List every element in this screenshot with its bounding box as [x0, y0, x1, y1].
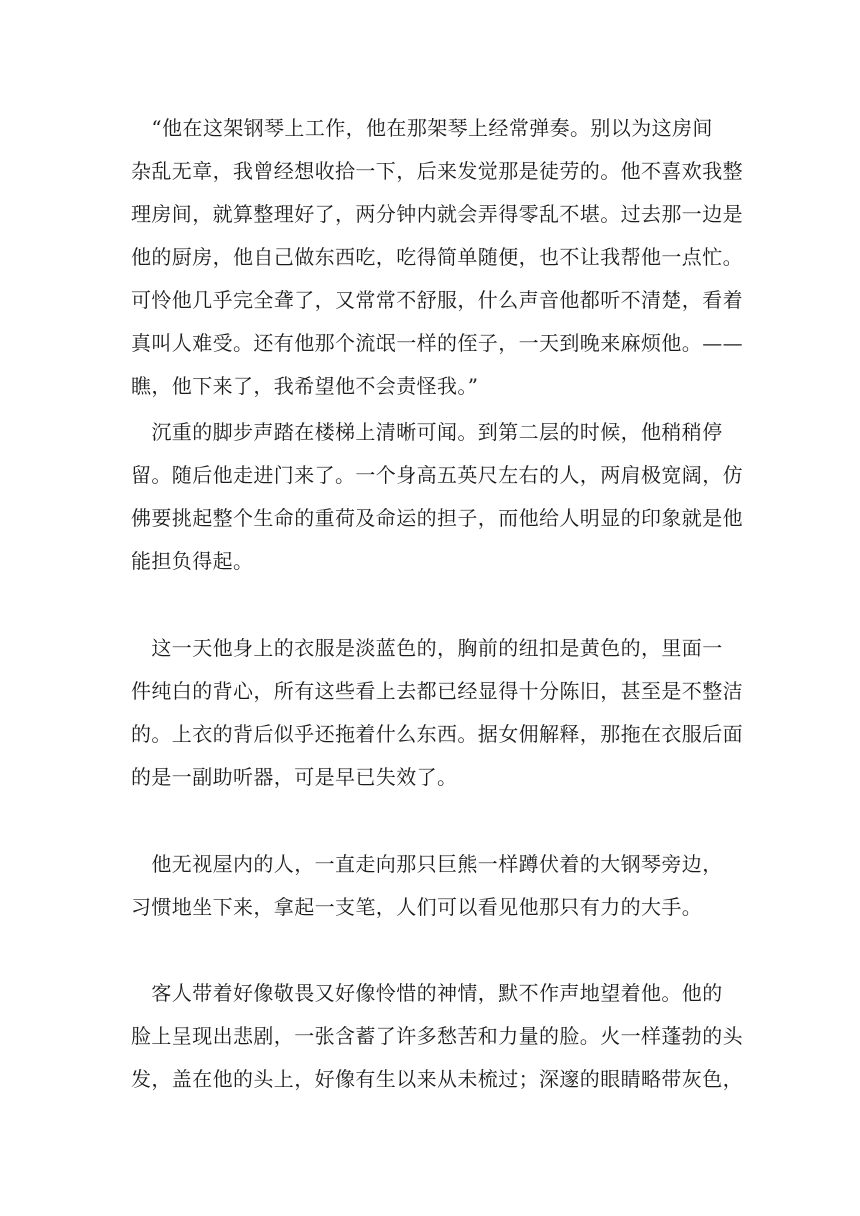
- paragraph-line: 真叫人难受。还有他那个流氓一样的侄子，一天到晚来麻烦他。——: [131, 331, 743, 355]
- paragraph-line: 瞧，他下来了，我希望他不会责怪我。”: [131, 374, 479, 398]
- paragraph-line: 件纯白的背心，所有这些看上去都已经显得十分陈旧，甚至是不整洁: [131, 679, 743, 703]
- paragraph-line: 脸上呈现出悲剧，一张含蓄了许多愁苦和力量的脸。火一样蓬勃的头: [131, 1024, 743, 1048]
- paragraph-line: 杂乱无章，我曾经想收拾一下，后来发觉那是徒劳的。他不喜欢我整: [131, 159, 743, 183]
- paragraph-line: 他的厨房，他自己做东西吃，吃得简单随便，也不让我帮他一点忙。: [131, 245, 743, 269]
- paragraph-line: 佛要挑起整个生命的重荷及命运的担子，而他给人明显的印象就是他: [131, 506, 743, 530]
- paragraph-line: 留。随后他走进门来了。一个身高五英尺左右的人，两肩极宽阔，仿: [131, 463, 743, 487]
- paragraph-line: 沉重的脚步声踏在楼梯上清晰可闻。到第二层的时候，他稍稍停: [131, 420, 723, 444]
- paragraph-line: 理房间，就算整理好了，两分钟内就会弄得零乱不堪。过去那一边是: [131, 202, 743, 226]
- paragraph-line: 客人带着好像敬畏又好像怜惜的神情，默不作声地望着他。他的: [131, 981, 723, 1005]
- paragraph-line: 的。上衣的背后似乎还拖着什么东西。据女佣解释，那拖在衣服后面: [131, 722, 743, 746]
- paragraph-line: “他在这架钢琴上工作，他在那架琴上经常弹奏。别以为这房间: [131, 116, 713, 140]
- paragraph-line: 的是一副助听器，可是早已失效了。: [131, 765, 458, 789]
- paragraph-line: 习惯地坐下来，拿起一支笔，人们可以看见他那只有力的大手。: [131, 895, 703, 919]
- paragraph-line: 发，盖在他的头上，好像有生以来从未梳过；深邃的眼睛略带灰色，: [131, 1067, 743, 1091]
- paragraph-line: 他无视屋内的人，一直走向那只巨熊一样蹲伏着的大钢琴旁边，: [131, 852, 723, 876]
- paragraph-line: 能担负得起。: [131, 549, 254, 573]
- paragraph-line: 可怜他几乎完全聋了，又常常不舒服，什么声音他都听不清楚，看着: [131, 288, 743, 312]
- paragraph-line: 这一天他身上的衣服是淡蓝色的，胸前的纽扣是黄色的，里面一: [131, 636, 723, 660]
